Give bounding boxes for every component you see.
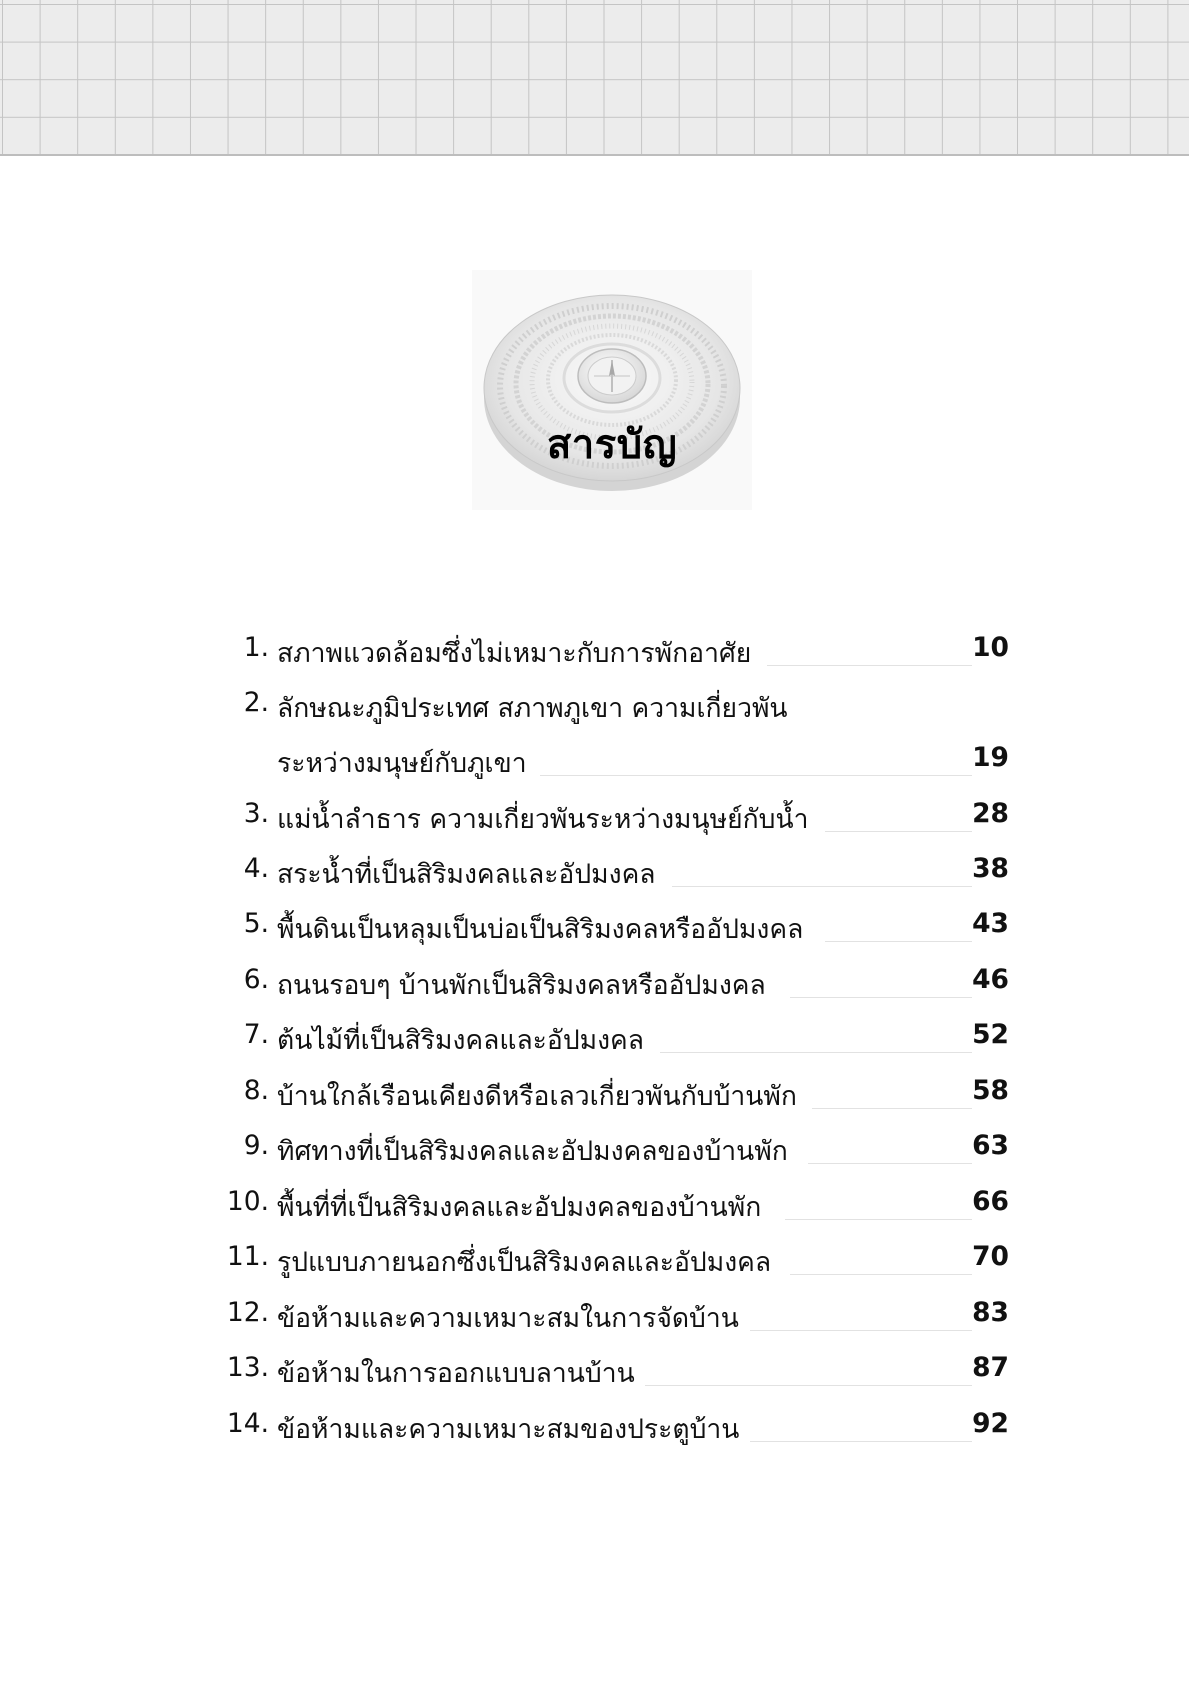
toc-item-title: บ้านใกล้เรือนเคียงดีหรือเลวเกี่ยวพันกับบ้านพัก bbox=[277, 1081, 797, 1112]
toc-item-page: 10 bbox=[972, 632, 1009, 663]
toc-item-number: 2. bbox=[243, 687, 269, 718]
toc-item-page: 38 bbox=[972, 853, 1009, 884]
toc-leader-line bbox=[750, 1441, 972, 1442]
toc-leader-line bbox=[767, 665, 972, 666]
toc-leader-line bbox=[660, 1052, 972, 1053]
toc-item bbox=[0, 1130, 1189, 1170]
toc-item-page: 83 bbox=[972, 1297, 1009, 1328]
toc-item bbox=[0, 964, 1189, 1004]
toc-leader-line bbox=[812, 1108, 972, 1109]
toc-item-title: ข้อห้ามในการออกแบบลานบ้าน bbox=[277, 1358, 635, 1389]
toc-item-title: สระน้ำที่เป็นสิริมงคลและอัปมงคล bbox=[277, 859, 656, 890]
toc-item-page: 58 bbox=[972, 1075, 1009, 1106]
toc-item bbox=[0, 1352, 1189, 1392]
toc-leader-line bbox=[790, 997, 972, 998]
toc-item-page: 66 bbox=[972, 1186, 1009, 1217]
toc-item-number: 7. bbox=[243, 1019, 269, 1050]
toc-item-page: 43 bbox=[972, 908, 1009, 939]
toc-item-continuation bbox=[0, 742, 1189, 782]
toc-leader-line bbox=[825, 831, 972, 832]
toc-item bbox=[0, 1297, 1189, 1337]
toc-leader-line bbox=[540, 775, 972, 776]
toc-item bbox=[0, 853, 1189, 893]
toc-item-number: 5. bbox=[243, 908, 269, 939]
toc-item bbox=[0, 1186, 1189, 1226]
toc-item-title: ข้อห้ามและความเหมาะสมในการจัดบ้าน bbox=[277, 1303, 739, 1334]
toc-item-number: 13. bbox=[226, 1352, 269, 1383]
toc-item-page: 87 bbox=[972, 1352, 1009, 1383]
toc-leader-line bbox=[750, 1330, 972, 1331]
toc-item bbox=[0, 687, 1189, 727]
toc-leader-line bbox=[808, 1163, 972, 1164]
toc-item-number: 3. bbox=[243, 798, 269, 829]
toc-item bbox=[0, 1241, 1189, 1281]
toc-item bbox=[0, 1408, 1189, 1448]
toc-item-page: 52 bbox=[972, 1019, 1009, 1050]
toc-item-title: พื้นดินเป็นหลุมเป็นบ่อเป็นสิริมงคลหรืออัปมงคล bbox=[277, 914, 804, 945]
toc-item bbox=[0, 1019, 1189, 1059]
toc-item-title: ลักษณะภูมิประเทศ สภาพภูเขา ความเกี่ยวพัน bbox=[277, 693, 788, 724]
compass-emblem bbox=[472, 270, 752, 510]
toc-leader-line bbox=[825, 941, 972, 942]
toc-item-title-line2: ระหว่างมนุษย์กับภูเขา bbox=[277, 748, 527, 779]
toc-item-title: สภาพแวดล้อมซึ่งไม่เหมาะกับการพักอาศัย bbox=[277, 638, 752, 669]
decorative-grid-band bbox=[0, 0, 1189, 156]
toc-item-page: 92 bbox=[972, 1408, 1009, 1439]
toc-item bbox=[0, 1075, 1189, 1115]
toc-item-number: 8. bbox=[243, 1075, 269, 1106]
toc-item-page: 28 bbox=[972, 798, 1009, 829]
toc-leader-line bbox=[672, 886, 972, 887]
toc-item-title: แม่น้ำลำธาร ความเกี่ยวพันระหว่างมนุษย์กับน้ำ bbox=[277, 804, 809, 835]
toc-item bbox=[0, 908, 1189, 948]
toc-item-title: พื้นที่ที่เป็นสิริมงคลและอัปมงคลของบ้านพัก bbox=[277, 1192, 762, 1223]
toc-item-page: 70 bbox=[972, 1241, 1009, 1272]
toc-item-title: ทิศทางที่เป็นสิริมงคลและอัปมงคลของบ้านพัก bbox=[277, 1136, 788, 1167]
toc-item-number: 9. bbox=[243, 1130, 269, 1161]
toc-item-page: 46 bbox=[972, 964, 1009, 995]
toc-item-title: ถนนรอบๆ บ้านพักเป็นสิริมงคลหรืออัปมงคล bbox=[277, 970, 766, 1001]
toc-item-title: รูปแบบภายนอกซึ่งเป็นสิริมงคลและอัปมงคล bbox=[277, 1247, 772, 1278]
toc-item-page: 19 bbox=[972, 742, 1009, 773]
toc-item-number: 14. bbox=[226, 1408, 269, 1439]
toc-item bbox=[0, 798, 1189, 838]
toc-item-number: 6. bbox=[243, 964, 269, 995]
toc-item-number: 11. bbox=[226, 1241, 269, 1272]
toc-item-number: 12. bbox=[226, 1297, 269, 1328]
toc-item-title: ต้นไม้ที่เป็นสิริมงคลและอัปมงคล bbox=[277, 1025, 645, 1056]
toc-item-number: 4. bbox=[243, 853, 269, 884]
toc-leader-line bbox=[790, 1274, 972, 1275]
toc-item-page: 63 bbox=[972, 1130, 1009, 1161]
toc-leader-line bbox=[645, 1385, 972, 1386]
toc-item-number: 1. bbox=[243, 632, 269, 663]
toc-item-number: 10. bbox=[226, 1186, 269, 1217]
toc-leader-line bbox=[785, 1219, 972, 1220]
toc-item bbox=[0, 632, 1189, 672]
page-title: สารบัญ bbox=[546, 422, 678, 468]
toc-item-title: ข้อห้ามและความเหมาะสมของประตูบ้าน bbox=[277, 1414, 740, 1445]
